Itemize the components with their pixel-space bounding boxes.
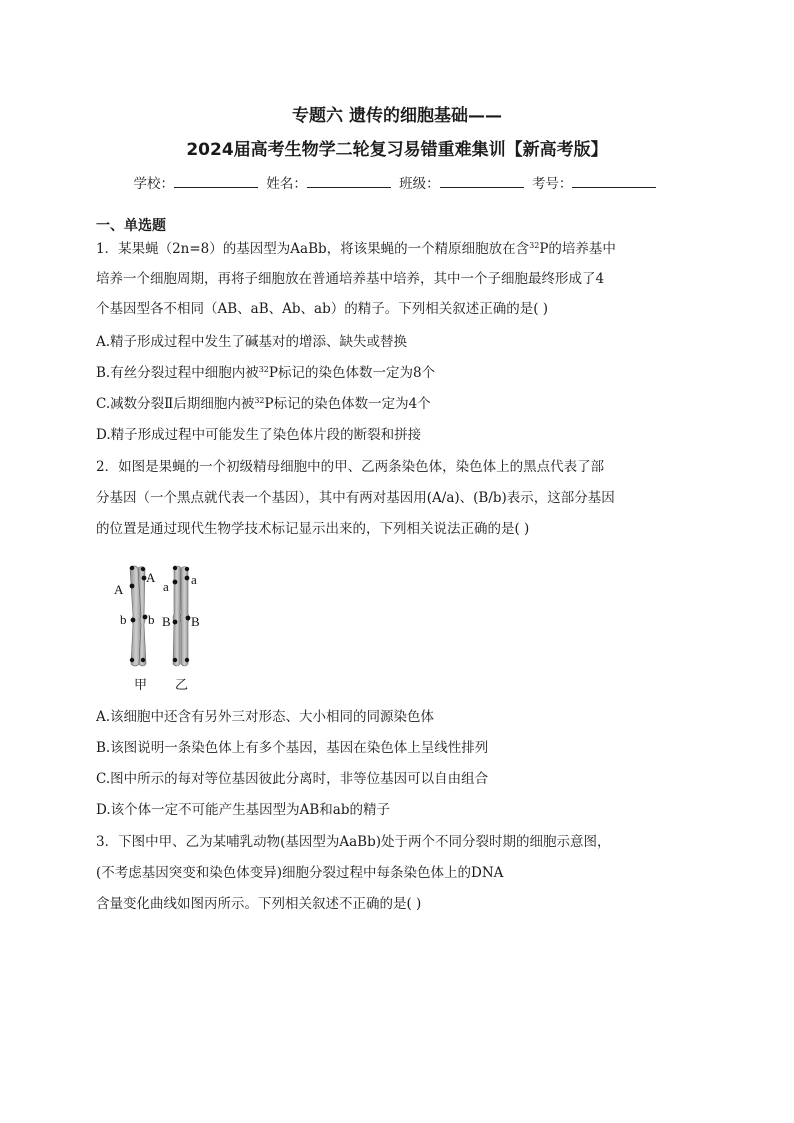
q3-stem-line2: (不考虑基因突变和染色体变异)细胞分裂过程中每条染色体上的DNA <box>96 865 504 881</box>
school-label: 学校： <box>133 176 175 192</box>
class-field[interactable] <box>440 173 524 188</box>
q1-option-d[interactable]: D.精子形成过程中可能发生了染色体片段的断裂和拼接 <box>96 427 422 443</box>
label-b-left: b <box>120 612 127 627</box>
q2-option-b[interactable]: B.该图说明一条染色体上有多个基因，基因在染色体上呈线性排列 <box>96 740 489 756</box>
student-info-row <box>0 172 794 192</box>
q1-superscript: 32 <box>529 241 540 250</box>
caption-yi: 乙 <box>175 678 189 693</box>
q2-stem-line3: 的位置是通过现代生物学技术标记显示出来的，下列相关说法正确的是( ) <box>96 521 530 537</box>
page-subtitle: 2024届高考生物学二轮复习易错重难集训【新高考版】 <box>186 140 608 160</box>
name-label: 姓名： <box>266 176 307 192</box>
caption-jia: 甲 <box>134 678 148 693</box>
label-A-right: A <box>146 570 156 585</box>
q1-option-b[interactable]: B.有丝分裂过程中细胞内被$^{32}$P标记的染色体数一定为8个 <box>96 365 436 381</box>
q3-stem-line3: 含量变化曲线如图丙所示。下列相关叙述不正确的是( ) <box>96 896 422 912</box>
q1-option-a[interactable]: A.精子形成过程中发生了碱基对的增添、缺失或替换 <box>96 334 408 350</box>
chromosome-yi <box>173 566 191 666</box>
label-B-right: B <box>191 614 200 629</box>
q2-option-c[interactable]: C.图中所示的每对等位基因彼此分离时，非等位基因可以自由组合 <box>96 771 489 787</box>
exam-no-label: 考号： <box>531 176 573 192</box>
section-heading: 一、单选题 <box>96 218 166 234</box>
label-B-left: B <box>162 614 171 629</box>
q1-option-c[interactable]: C.减数分裂Ⅱ后期细胞内被$^{32}$P标记的染色体数一定为4个 <box>96 396 431 412</box>
label-A-left: A <box>114 582 124 597</box>
chromosome-figure <box>108 556 218 696</box>
q1-stem-line3: 个基因型各不相同（AB、aB、Ab、ab）的精子。下列相关叙述正确的是( ) <box>96 301 549 317</box>
label-a-right: a <box>191 572 197 587</box>
q2-stem-line2: 分基因（一个黑点就代表一个基因），其中有两对基因用(A/a)、(B/b)表示，这部分基因 <box>96 490 615 506</box>
label-b-right: b <box>148 612 155 627</box>
school-field[interactable] <box>174 173 258 188</box>
q2-option-a[interactable]: A.该细胞中还含有另外三对形态、大小相同的同源染色体 <box>96 709 435 725</box>
q1-stem-line2: 培养一个细胞周期，再将子细胞放在普通培养基中培养，其中一个子细胞最终形成了4 <box>96 271 605 287</box>
q1-stem-line1: 1．某果蝇（2n=8）的基因型为AaBb，将该果蝇的一个精原细胞放在含$^{32}$P的培养基中 <box>96 241 616 257</box>
q3-stem-line1: 3．下图中甲、乙为某哺乳动物(基因型为AaBb)处于两个不同分裂时期的细胞示意图， <box>96 834 611 850</box>
chromosome-jia <box>130 566 148 666</box>
page-title: 专题六 遗传的细胞基础—— <box>292 106 502 126</box>
q2-stem-line1: 2．如图是果蝇的一个初级精母细胞中的甲、乙两条染色体，染色体上的黑点代表了部 <box>96 459 605 475</box>
class-label: 班级： <box>399 176 440 192</box>
q2-option-d[interactable]: D.该个体一定不可能产生基因型为AB和ab的精子 <box>96 802 390 818</box>
exam-no-field[interactable] <box>572 173 656 188</box>
name-field[interactable] <box>307 173 391 188</box>
label-a-left: a <box>163 579 169 594</box>
